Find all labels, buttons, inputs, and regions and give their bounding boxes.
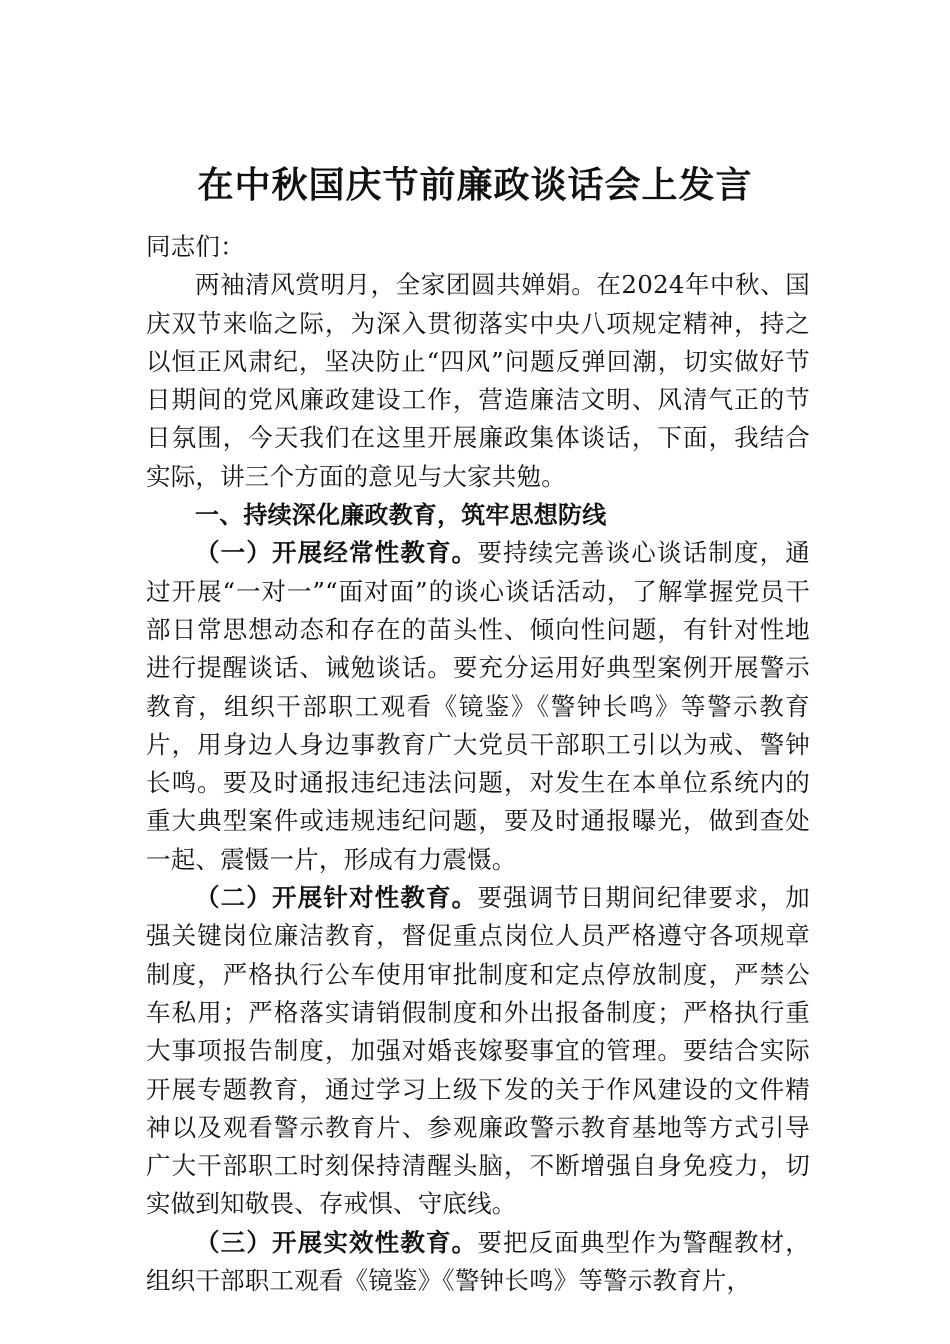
paragraph-1 (146, 534, 810, 879)
paragraph-2 (146, 879, 810, 1224)
paragraph-2-text: 要强调节日期间纪律要求，加强关键岗位廉洁教育，督促重点岗位人员严格遵守各项规章制度，严格执行公车使用审批制度和定点停放制度，严禁公车私用；严格落实请销假制度和外出报备制度；严格执行重大事项报告制度，加强对婚丧嫁娶事宜的管理。要结合实际开展专题教育，通过学习上级下发的关于作风建设的文件精神以及观看警示教育片、参观廉政警示教育基地等方式引导广大干部职工时刻保持清醒头脑，不断增强自身免疫力，切实做到知敬畏、存戒惧、守底线。 (146, 883, 810, 1219)
paragraph-3 (146, 1224, 810, 1301)
paragraph-3-lead: （三）开展实效性教育。 (195, 1227, 478, 1257)
intro-paragraph: 两袖清风赏明月，全家团圆共婵娟。在2024年中秋、国庆双节来临之际，为深入贯彻落实中央八项规定精神，持之以恒正风肃纪，坚决防止“四风”问题反弹回潮，切实做好节日期间的党风廉政建设工作，营造廉洁文明、风清气正的节日氛围，今天我们在这里开展廉政集体谈话，下面，我结合实际，讲三个方面的意见与大家共勉。 (146, 270, 810, 491)
section-heading-1: 一、持续深化廉政教育，筑牢思想防线 (195, 501, 607, 530)
paragraph-1-lead: （一）开展经常性教育。 (195, 538, 478, 568)
paragraph-2-lead: （二）开展针对性教育。 (195, 883, 478, 913)
document-body (146, 228, 810, 1300)
document-title: 在中秋国庆节前廉政谈话会上发言 (197, 164, 753, 206)
paragraph-3-text: 要把反面典型作为警醒教材，组织干部职工观看《镜鉴》《警钟长鸣》等警示教育片， (146, 1227, 810, 1296)
salutation: 同志们： (146, 232, 245, 261)
paragraph-1-text: 要持续完善谈心谈话制度，通过开展“一对一”“面对面”的谈心谈话活动，了解掌握党员干部日常思想动态和存在的苗头性、倾向性问题，有针对性地进行提醒谈话、诫勉谈话。要充分运用好典型案例开展警示教育，组织干部职工观看《镜鉴》《警钟长鸣》等警示教育片，用身边人身边事教育广大党员干部职工引以为戒、警钟长鸣。要及时通报违纪违法问题，对发生在本单位系统内的重大典型案件或违规违纪问题，要及时通报曝光，做到查处一起、震慑一片，形成有力震慑。 (146, 538, 810, 874)
